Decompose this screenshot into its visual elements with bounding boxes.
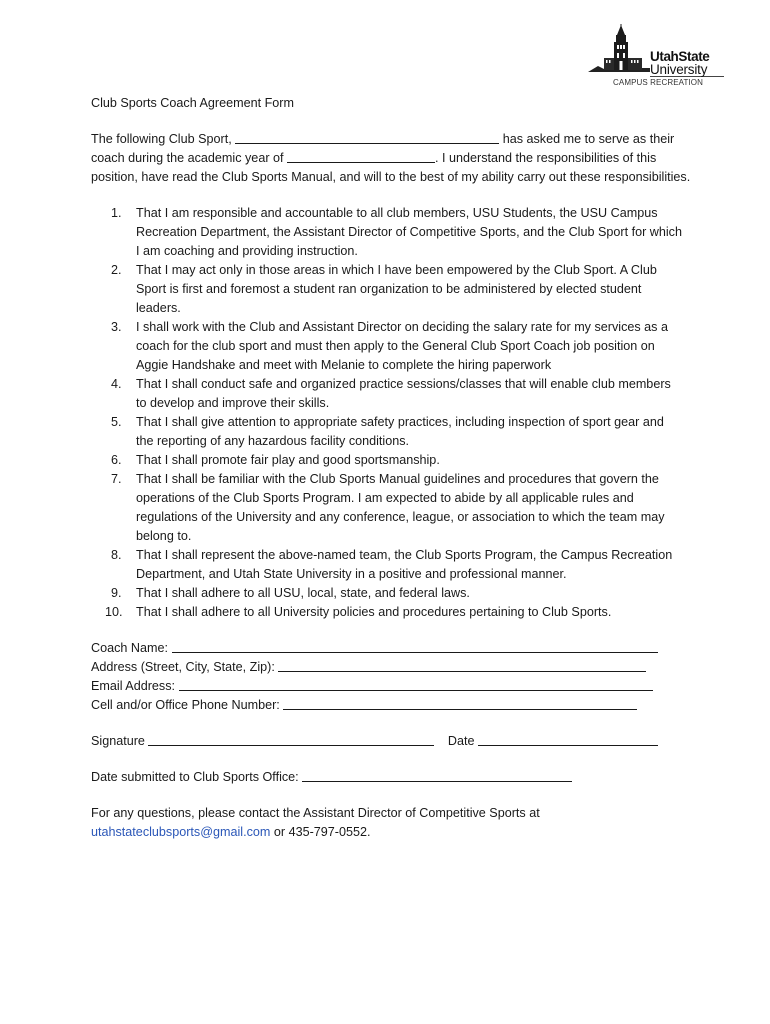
address-label: Address (Street, City, State, Zip): (91, 660, 275, 674)
intro-part-1: The following Club Sport, (91, 132, 232, 146)
phone-label: Cell and/or Office Phone Number: (91, 698, 280, 712)
submitted-label: Date submitted to Club Sports Office: (91, 770, 299, 784)
list-text: That I shall conduct safe and organized practice sessions/classes that will enable club members to develop and improve their skills. (136, 377, 671, 410)
list-item (91, 318, 691, 375)
list-item (91, 470, 691, 546)
list-number: 7. (111, 472, 122, 486)
list-item (91, 375, 691, 413)
list-number: 8. (111, 548, 122, 562)
list-number: 9. (111, 586, 122, 600)
logo-department: CAMPUS RECREATION (613, 78, 704, 87)
contact-email-link[interactable]: utahstateclubsports@gmail.com (91, 825, 271, 839)
submitted-row (91, 768, 691, 787)
date-label: Date (447, 734, 475, 748)
list-text: That I shall adhere to all University policies and procedures pertaining to Club Sports. (136, 605, 612, 619)
date-field[interactable] (478, 732, 658, 746)
form-title: Club Sports Coach Agreement Form (91, 96, 294, 110)
address-field[interactable] (278, 658, 646, 672)
logo-university: University (650, 62, 708, 77)
intro-part-3: . I understand the responsibilities of this position, have read the Club Sports Manual, and will to the best of my ability carry out these responsibilities. (91, 151, 691, 184)
list-item (91, 584, 691, 603)
list-item (91, 413, 691, 451)
form-body (91, 94, 691, 842)
list-number: 3. (111, 320, 122, 334)
signature-row (91, 732, 691, 751)
email-label: Email Address: (91, 679, 175, 693)
intro-paragraph (91, 130, 691, 187)
list-text: That I shall adhere to all USU, local, state, and federal laws. (136, 586, 470, 600)
coach-name-label: Coach Name: (91, 641, 168, 655)
list-text: That I shall give attention to appropriate safety practices, including inspection of sport gear and the reporting of any hazardous facility conditions. (136, 415, 664, 448)
list-text: That I am responsible and accountable to all club members, USU Students, the USU Campus Recreation Department, the Assistant Director of Competitive Sports, and the Club Sport for which I am coaching and providing instruction. (136, 206, 682, 258)
intro-part-2: has asked me to serve as their coach during the academic year of (91, 132, 675, 165)
phone-field[interactable] (283, 696, 637, 710)
list-item (91, 204, 691, 261)
list-item (91, 261, 691, 318)
list-number: 2. (111, 263, 122, 277)
usu-logo (588, 24, 730, 90)
contact-phone: or 435-797-0552. (273, 825, 371, 839)
list-number: 6. (111, 453, 122, 467)
list-number: 4. (111, 377, 122, 391)
phone-row (91, 696, 691, 715)
list-item (91, 603, 691, 622)
list-number: 1. (111, 206, 122, 220)
submitted-date-field[interactable] (302, 768, 572, 782)
coach-name-row (91, 639, 691, 658)
email-row (91, 677, 691, 696)
email-field[interactable] (179, 677, 653, 691)
signature-field[interactable] (148, 732, 434, 746)
list-text: That I shall be familiar with the Club Sports Manual guidelines and procedures that govern the operations of the Club Sports Program. I am expected to abide by all applicable rules and regulations of the University and any conference, league, or association to which the team may belong to. (136, 472, 665, 543)
club-sport-blank[interactable] (235, 130, 499, 144)
responsibilities-list (91, 204, 691, 622)
list-text: I shall work with the Club and Assistant Director on deciding the salary rate for my services as a coach for the club sport and must then apply to the General Club Sport Coach job position on Aggie Handshake and meet with Melanie to complete the hiring paperwork (136, 320, 668, 372)
signature-label: Signature (91, 734, 145, 748)
list-number: 5. (111, 415, 122, 429)
academic-year-blank[interactable] (287, 149, 435, 163)
list-number: 10. (105, 605, 123, 619)
list-text: That I may act only in those areas in which I have been empowered by the Club Sport. A Club Sport is first and foremost a student ran organization to be administered by elected student leaders. (136, 263, 657, 315)
list-text: That I shall promote fair play and good sportsmanship. (136, 453, 440, 467)
contact-text: For any questions, please contact the Assistant Director of Competitive Sports at (91, 806, 540, 820)
list-item (91, 546, 691, 584)
list-item (91, 451, 691, 470)
list-text: That I shall represent the above-named team, the Club Sports Program, the Campus Recreation Department, and Utah State University in a positive and professional manner. (136, 548, 673, 581)
coach-info-fields (91, 639, 691, 715)
contact-paragraph (91, 804, 691, 842)
logo-wordmark: UtahState (650, 49, 710, 64)
address-row (91, 658, 691, 677)
coach-name-field[interactable] (172, 639, 658, 653)
